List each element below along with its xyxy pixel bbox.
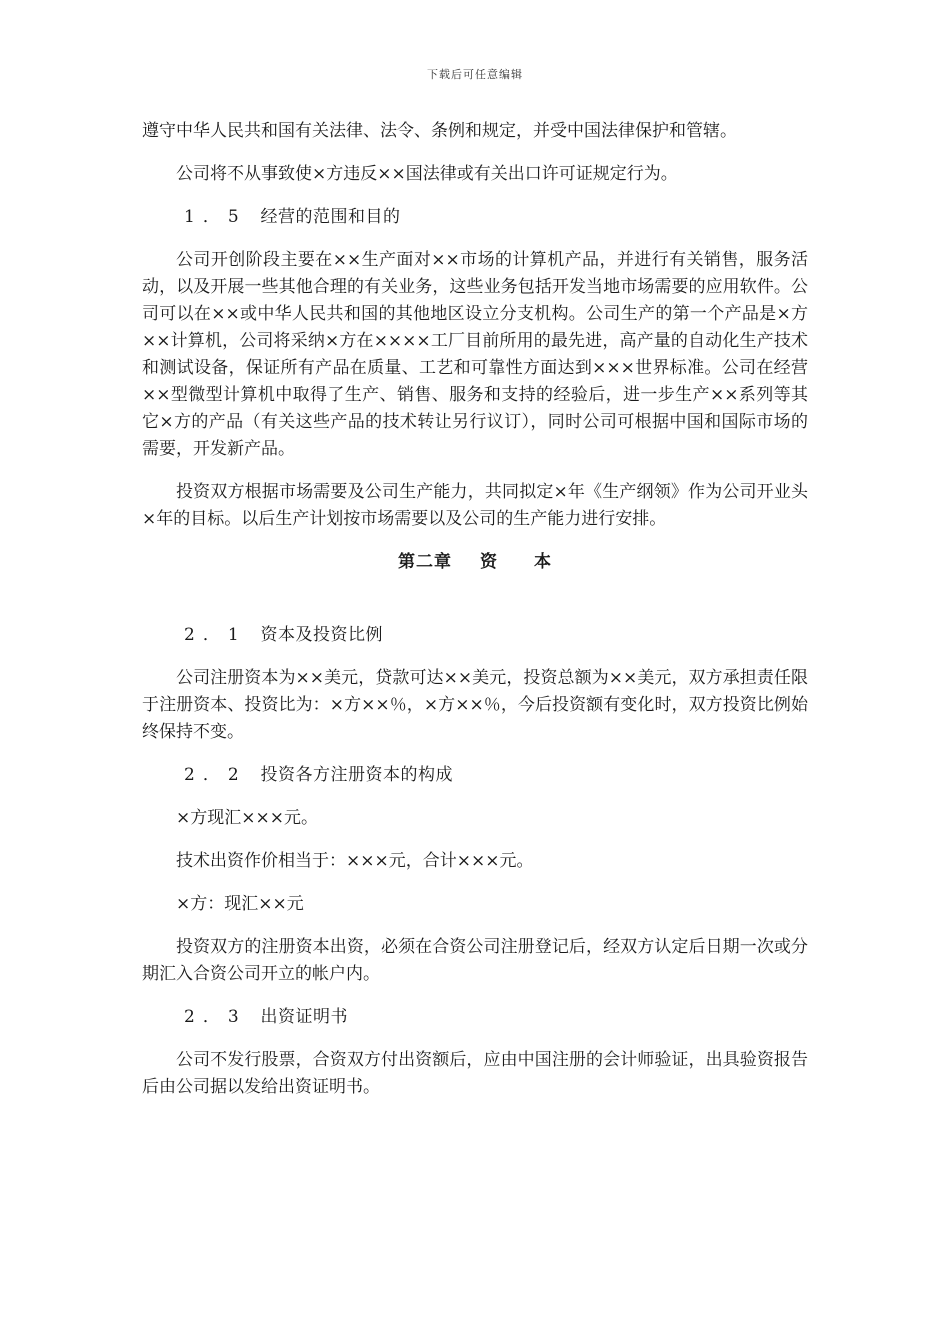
paragraph: 公司将不从事致使×方违反××国法律或有关出口许可证规定行为。 [176,164,678,184]
paragraph: 投资双方根据市场需要及公司生产能力，共同拟定×年《生产纲领》作为公司开业头×年的目标。以后生产计划按市场需要以及公司的生产能力进行安排。 [142,482,808,529]
section-title: 资本及投资比例 [260,625,384,645]
section-number: 2．1 [184,625,247,645]
section-title: 投资各方注册资本的构成 [260,765,454,785]
section-title: 出资证明书 [260,1007,349,1027]
chapter-number: 第二章 [398,552,452,572]
page-header-note: 下载后可任意编辑 [427,68,523,81]
paragraph: 公司开创阶段主要在××生产面对××市场的计算机产品，并进行有关销售，服务活动，以及开展一些其他合理的有关业务，这些业务包括开发当地市场需要的应用软件。公司可以在××或中华人民共和国的其他地区设立分支机构。公司生产的第一个产品是×方××计算机，公司将采纳×方在××××工厂目前所用的最先进，高产量的自动化生产技术和测试设备，保证所有产品在质量、工艺和可靠性方面达到×××世界标准。公司在经营××型微型计算机中取得了生产、销售、服务和支持的经验后，进一步生产××系列等其它×方的产品（有关这些产品的技术转让另行议订），同时公司可根据中国和国际市场的需要，开发新产品。 [142,250,808,459]
section-title: 经营的范围和目的 [260,207,401,227]
section-heading-1-5 [142,204,808,231]
section-number: 2．3 [184,1007,247,1027]
paragraph: ×方现汇×××元。 [176,808,318,828]
section-heading-2-2 [142,762,808,789]
section-number: 1．5 [184,207,247,227]
paragraph: 技术出资作价相当于：×××元，合计×××元。 [176,851,534,871]
section-heading-2-3 [142,1004,808,1031]
chapter-heading [142,549,808,576]
paragraph: 遵守中华人民共和国有关法律、法令、条例和规定，并受中国法律保护和管辖。 [142,121,737,141]
paragraph: 公司注册资本为××美元，贷款可达××美元，投资总额为××美元，双方承担责任限于注册资本、投资比为：×方××％，×方××％，今后投资额有变化时，双方投资比例始终保持不变。 [142,668,808,742]
paragraph: 公司不发行股票，合资双方付出资额后，应由中国注册的会计师验证，出具验资报告后由公司据以发给出资证明书。 [142,1050,808,1097]
chapter-title-char-2: 本 [534,552,552,572]
section-heading-2-1 [142,622,808,649]
document-body [142,118,808,1117]
chapter-title-char-1: 资 [480,552,498,572]
section-number: 2．2 [184,765,247,785]
paragraph: 投资双方的注册资本出资，必须在合资公司注册登记后，经双方认定后日期一次或分期汇入合资公司开立的帐户内。 [142,937,808,984]
paragraph: ×方：现汇××元 [176,894,304,914]
